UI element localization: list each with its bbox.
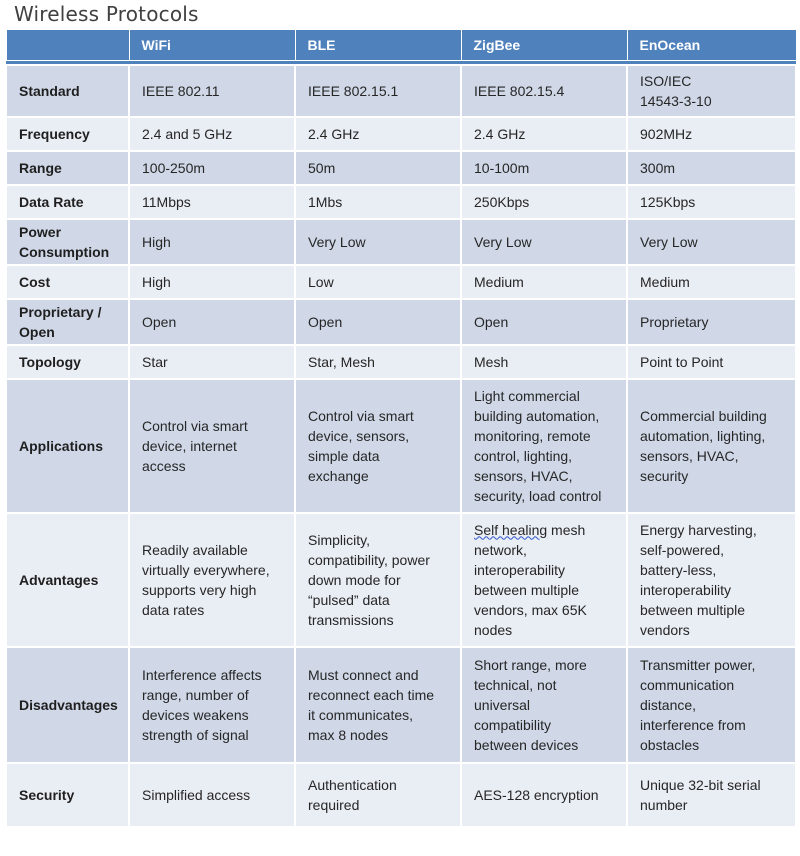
cell-text: 125Kbps bbox=[640, 193, 696, 210]
table-cell bbox=[129, 763, 295, 827]
row-label-text: Topology bbox=[19, 353, 81, 370]
row-label bbox=[6, 117, 129, 151]
cell-text: 2.4 GHz bbox=[308, 125, 360, 142]
table-row bbox=[6, 513, 796, 647]
cell-text: Medium bbox=[474, 273, 524, 290]
row-label-text: Cost bbox=[19, 273, 51, 290]
table-cell bbox=[129, 185, 295, 219]
row-label-text: Security bbox=[19, 786, 75, 803]
cell-text: 1Mbs bbox=[308, 193, 343, 210]
table-row bbox=[6, 219, 796, 265]
table-cell bbox=[295, 299, 461, 345]
table-row bbox=[6, 299, 796, 345]
header-row bbox=[6, 30, 796, 61]
cell-text: IEEE 802.15.1 bbox=[308, 82, 399, 99]
cell-text: Very Low bbox=[474, 233, 532, 250]
cell-text: Proprietary bbox=[640, 313, 709, 330]
table-row bbox=[6, 65, 796, 117]
row-label bbox=[6, 647, 129, 763]
cell-text: Must connect and reconnect each time it communicates, max 8 nodes bbox=[308, 666, 435, 743]
table-cell bbox=[461, 513, 627, 647]
table-cell bbox=[129, 117, 295, 151]
row-label bbox=[6, 151, 129, 185]
row-label-text: Frequency bbox=[19, 125, 90, 142]
cell-text: Open bbox=[142, 313, 177, 330]
table-cell bbox=[461, 117, 627, 151]
column-header-wifi: WiFi bbox=[129, 30, 295, 61]
table-cell bbox=[461, 219, 627, 265]
row-label-text: Proprietary / Open bbox=[19, 303, 102, 340]
table-cell bbox=[295, 65, 461, 117]
table-cell bbox=[461, 647, 627, 763]
table-cell bbox=[295, 763, 461, 827]
table-cell bbox=[295, 345, 461, 379]
cell-text: Readily available virtually everywhere, supports very high data rates bbox=[142, 541, 270, 618]
table-cell bbox=[627, 185, 796, 219]
table-row bbox=[6, 185, 796, 219]
table-cell bbox=[129, 151, 295, 185]
column-header-enocean: EnOcean bbox=[627, 30, 796, 61]
cell-text: Low bbox=[308, 273, 334, 290]
cell-text: IEEE 802.15.4 bbox=[474, 82, 565, 99]
table-row bbox=[6, 265, 796, 299]
table-cell bbox=[129, 299, 295, 345]
cell-text: 10-100m bbox=[474, 159, 530, 176]
cell-text: Very Low bbox=[308, 233, 366, 250]
cell-text: Unique 32-bit serial number bbox=[640, 776, 761, 813]
table-cell bbox=[295, 647, 461, 763]
table-cell bbox=[461, 265, 627, 299]
row-label bbox=[6, 763, 129, 827]
table-cell bbox=[627, 345, 796, 379]
cell-text: Commercial building automation, lighting, sensors, HVAC, security bbox=[640, 407, 767, 484]
row-label bbox=[6, 299, 129, 345]
cell-text: Transmitter power, communication distance, interference from obstacles bbox=[640, 656, 756, 753]
table-cell bbox=[129, 345, 295, 379]
page-title: Wireless Protocols bbox=[14, 2, 199, 26]
cell-text: Control via smart device, sensors, simple data exchange bbox=[308, 407, 414, 484]
table-cell bbox=[295, 219, 461, 265]
table-cell bbox=[627, 219, 796, 265]
cell-text: Medium bbox=[640, 273, 690, 290]
cell-text: Simplicity, compatibility, power down mode for “pulsed” data transmissions bbox=[308, 531, 430, 628]
cell-text: Interference affects range, number of devices weakens strength of signal bbox=[142, 666, 262, 743]
table-cell bbox=[129, 65, 295, 117]
cell-text: Energy harvesting, self-powered, battery-less, interoperability between multiple vendors bbox=[640, 521, 757, 638]
cell-text: Simplified access bbox=[142, 786, 251, 803]
cell-text: Star, Mesh bbox=[308, 353, 375, 370]
row-label-text: Applications bbox=[19, 437, 104, 454]
table-cell bbox=[461, 65, 627, 117]
cell-text: Point to Point bbox=[640, 353, 724, 370]
table-cell bbox=[627, 151, 796, 185]
cell-text: 11Mbps bbox=[142, 193, 191, 210]
table-cell bbox=[627, 299, 796, 345]
table-cell bbox=[461, 151, 627, 185]
table-row bbox=[6, 763, 796, 827]
cell-text: 2.4 and 5 GHz bbox=[142, 125, 233, 142]
cell-text: Authentication required bbox=[308, 776, 397, 813]
table-row bbox=[6, 151, 796, 185]
table-cell bbox=[129, 219, 295, 265]
table-cell bbox=[295, 117, 461, 151]
table-cell bbox=[129, 379, 295, 513]
row-label bbox=[6, 185, 129, 219]
table-cell bbox=[129, 265, 295, 299]
table-cell bbox=[129, 647, 295, 763]
row-label bbox=[6, 379, 129, 513]
row-label-text: Standard bbox=[19, 82, 80, 99]
table-cell bbox=[627, 647, 796, 763]
table-cell bbox=[295, 151, 461, 185]
cell-text: Light commercial building automation, monitoring, remote control, lighting, sensors, HVAC, security, load control bbox=[474, 387, 602, 504]
cell-text: Very Low bbox=[640, 233, 698, 250]
cell-text: Control via smart device, internet access bbox=[142, 417, 248, 474]
table-cell bbox=[627, 265, 796, 299]
row-label-text: Power Consumption bbox=[19, 223, 110, 260]
table-cell bbox=[627, 117, 796, 151]
cell-text: 902MHz bbox=[640, 125, 693, 142]
table-cell bbox=[461, 299, 627, 345]
table-cell bbox=[627, 379, 796, 513]
row-label bbox=[6, 345, 129, 379]
table-cell bbox=[295, 379, 461, 513]
row-label-text: Data Rate bbox=[19, 193, 84, 210]
cell-text: 50m bbox=[308, 159, 336, 176]
row-label-text: Disadvantages bbox=[19, 696, 118, 713]
row-label bbox=[6, 219, 129, 265]
table-cell bbox=[295, 185, 461, 219]
table-cell bbox=[461, 345, 627, 379]
table-cell bbox=[627, 65, 796, 117]
cell-text: 2.4 GHz bbox=[474, 125, 526, 142]
table-row bbox=[6, 117, 796, 151]
table-cell bbox=[129, 513, 295, 647]
cell-text: 250Kbps bbox=[474, 193, 530, 210]
table-cell bbox=[295, 265, 461, 299]
table-cell bbox=[627, 763, 796, 827]
cell-text: ISO/IEC 14543-3-10 bbox=[640, 72, 712, 109]
table-cell bbox=[461, 763, 627, 827]
cell-text: 300m bbox=[640, 159, 676, 176]
cell-text: Short range, more technical, not universal compatibility between devices bbox=[474, 656, 587, 753]
column-header-zigbee: ZigBee bbox=[461, 30, 627, 61]
table-row bbox=[6, 647, 796, 763]
cell-text: Star bbox=[142, 353, 168, 370]
row-label bbox=[6, 265, 129, 299]
spellcheck-underline: Self healing bbox=[474, 521, 548, 538]
table-cell bbox=[461, 185, 627, 219]
table-cell bbox=[295, 513, 461, 647]
header-corner-cell bbox=[6, 30, 129, 61]
cell-text: IEEE 802.11 bbox=[142, 82, 220, 99]
row-label bbox=[6, 65, 129, 117]
cell-text: Open bbox=[474, 313, 509, 330]
cell-text: AES-128 encryption bbox=[474, 786, 599, 803]
cell-text: Open bbox=[308, 313, 343, 330]
table-cell bbox=[627, 513, 796, 647]
table-cell bbox=[461, 379, 627, 513]
cell-text: Mesh bbox=[474, 353, 509, 370]
column-header-ble: BLE bbox=[295, 30, 461, 61]
cell-text: High bbox=[142, 273, 171, 290]
protocol-comparison-table bbox=[5, 29, 797, 828]
table-row bbox=[6, 379, 796, 513]
cell-text: 100-250m bbox=[142, 159, 206, 176]
row-label bbox=[6, 513, 129, 647]
row-label-text: Range bbox=[19, 159, 62, 176]
cell-text: Self healing mesh network, interoperability between multiple vendors, max 65K nodes bbox=[474, 521, 587, 638]
table-row bbox=[6, 345, 796, 379]
row-label-text: Advantages bbox=[19, 571, 99, 588]
cell-text: High bbox=[142, 233, 171, 250]
